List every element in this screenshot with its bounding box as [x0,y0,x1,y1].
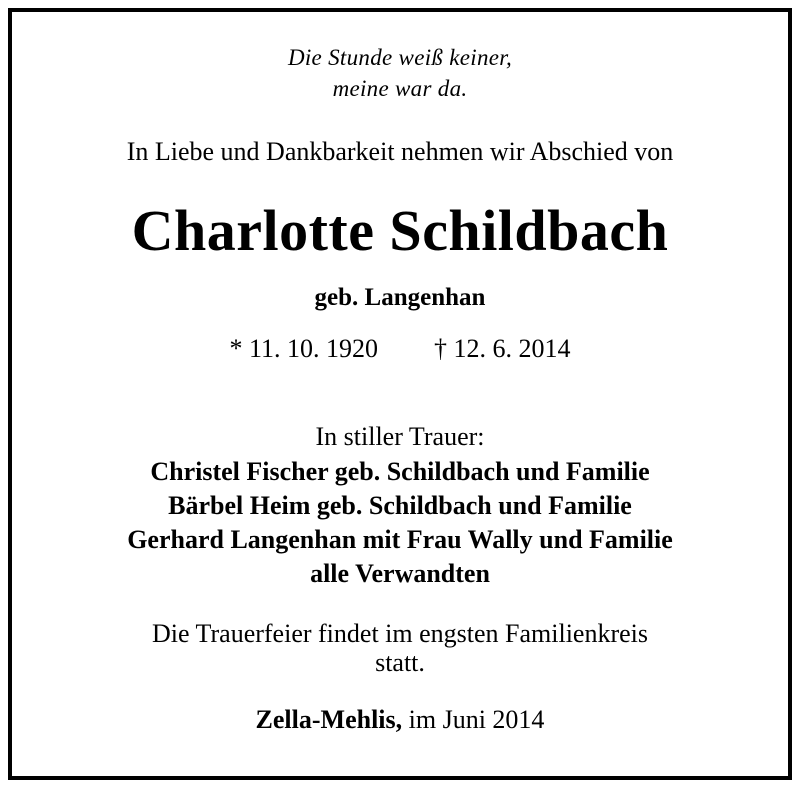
place: Zella-Mehlis, [255,705,403,734]
motto-line-1: Die Stunde weiß keiner, [287,45,513,70]
date: im Juni 2014 [408,705,545,734]
mourner-line: alle Verwandten [310,559,490,588]
motto-line-2: meine war da. [332,76,468,101]
deceased-name: Charlotte Schildbach [131,198,669,263]
mourner-line: Christel Fischer geb. Schildbach und Familie [150,457,650,486]
life-dates [0,336,800,362]
funeral-note-line-2: statt. [375,648,425,677]
mourning-heading: In stiller Trauer: [315,422,485,451]
funeral-note-line-1: Die Trauerfeier findet im engsten Familienkreis [151,619,649,648]
mourner-line: Bärbel Heim geb. Schildbach und Familie [168,491,632,520]
birth-date: * 11. 10. 1920 [229,334,379,363]
place-and-date [0,707,800,733]
intro-text: In Liebe und Dankbarkeit nehmen wir Abschied von [126,137,674,166]
death-date: † 12. 6. 2014 [434,334,571,363]
birth-name: geb. Langenhan [314,284,486,311]
mourner-line: Gerhard Langenhan mit Frau Wally und Familie [127,525,673,554]
